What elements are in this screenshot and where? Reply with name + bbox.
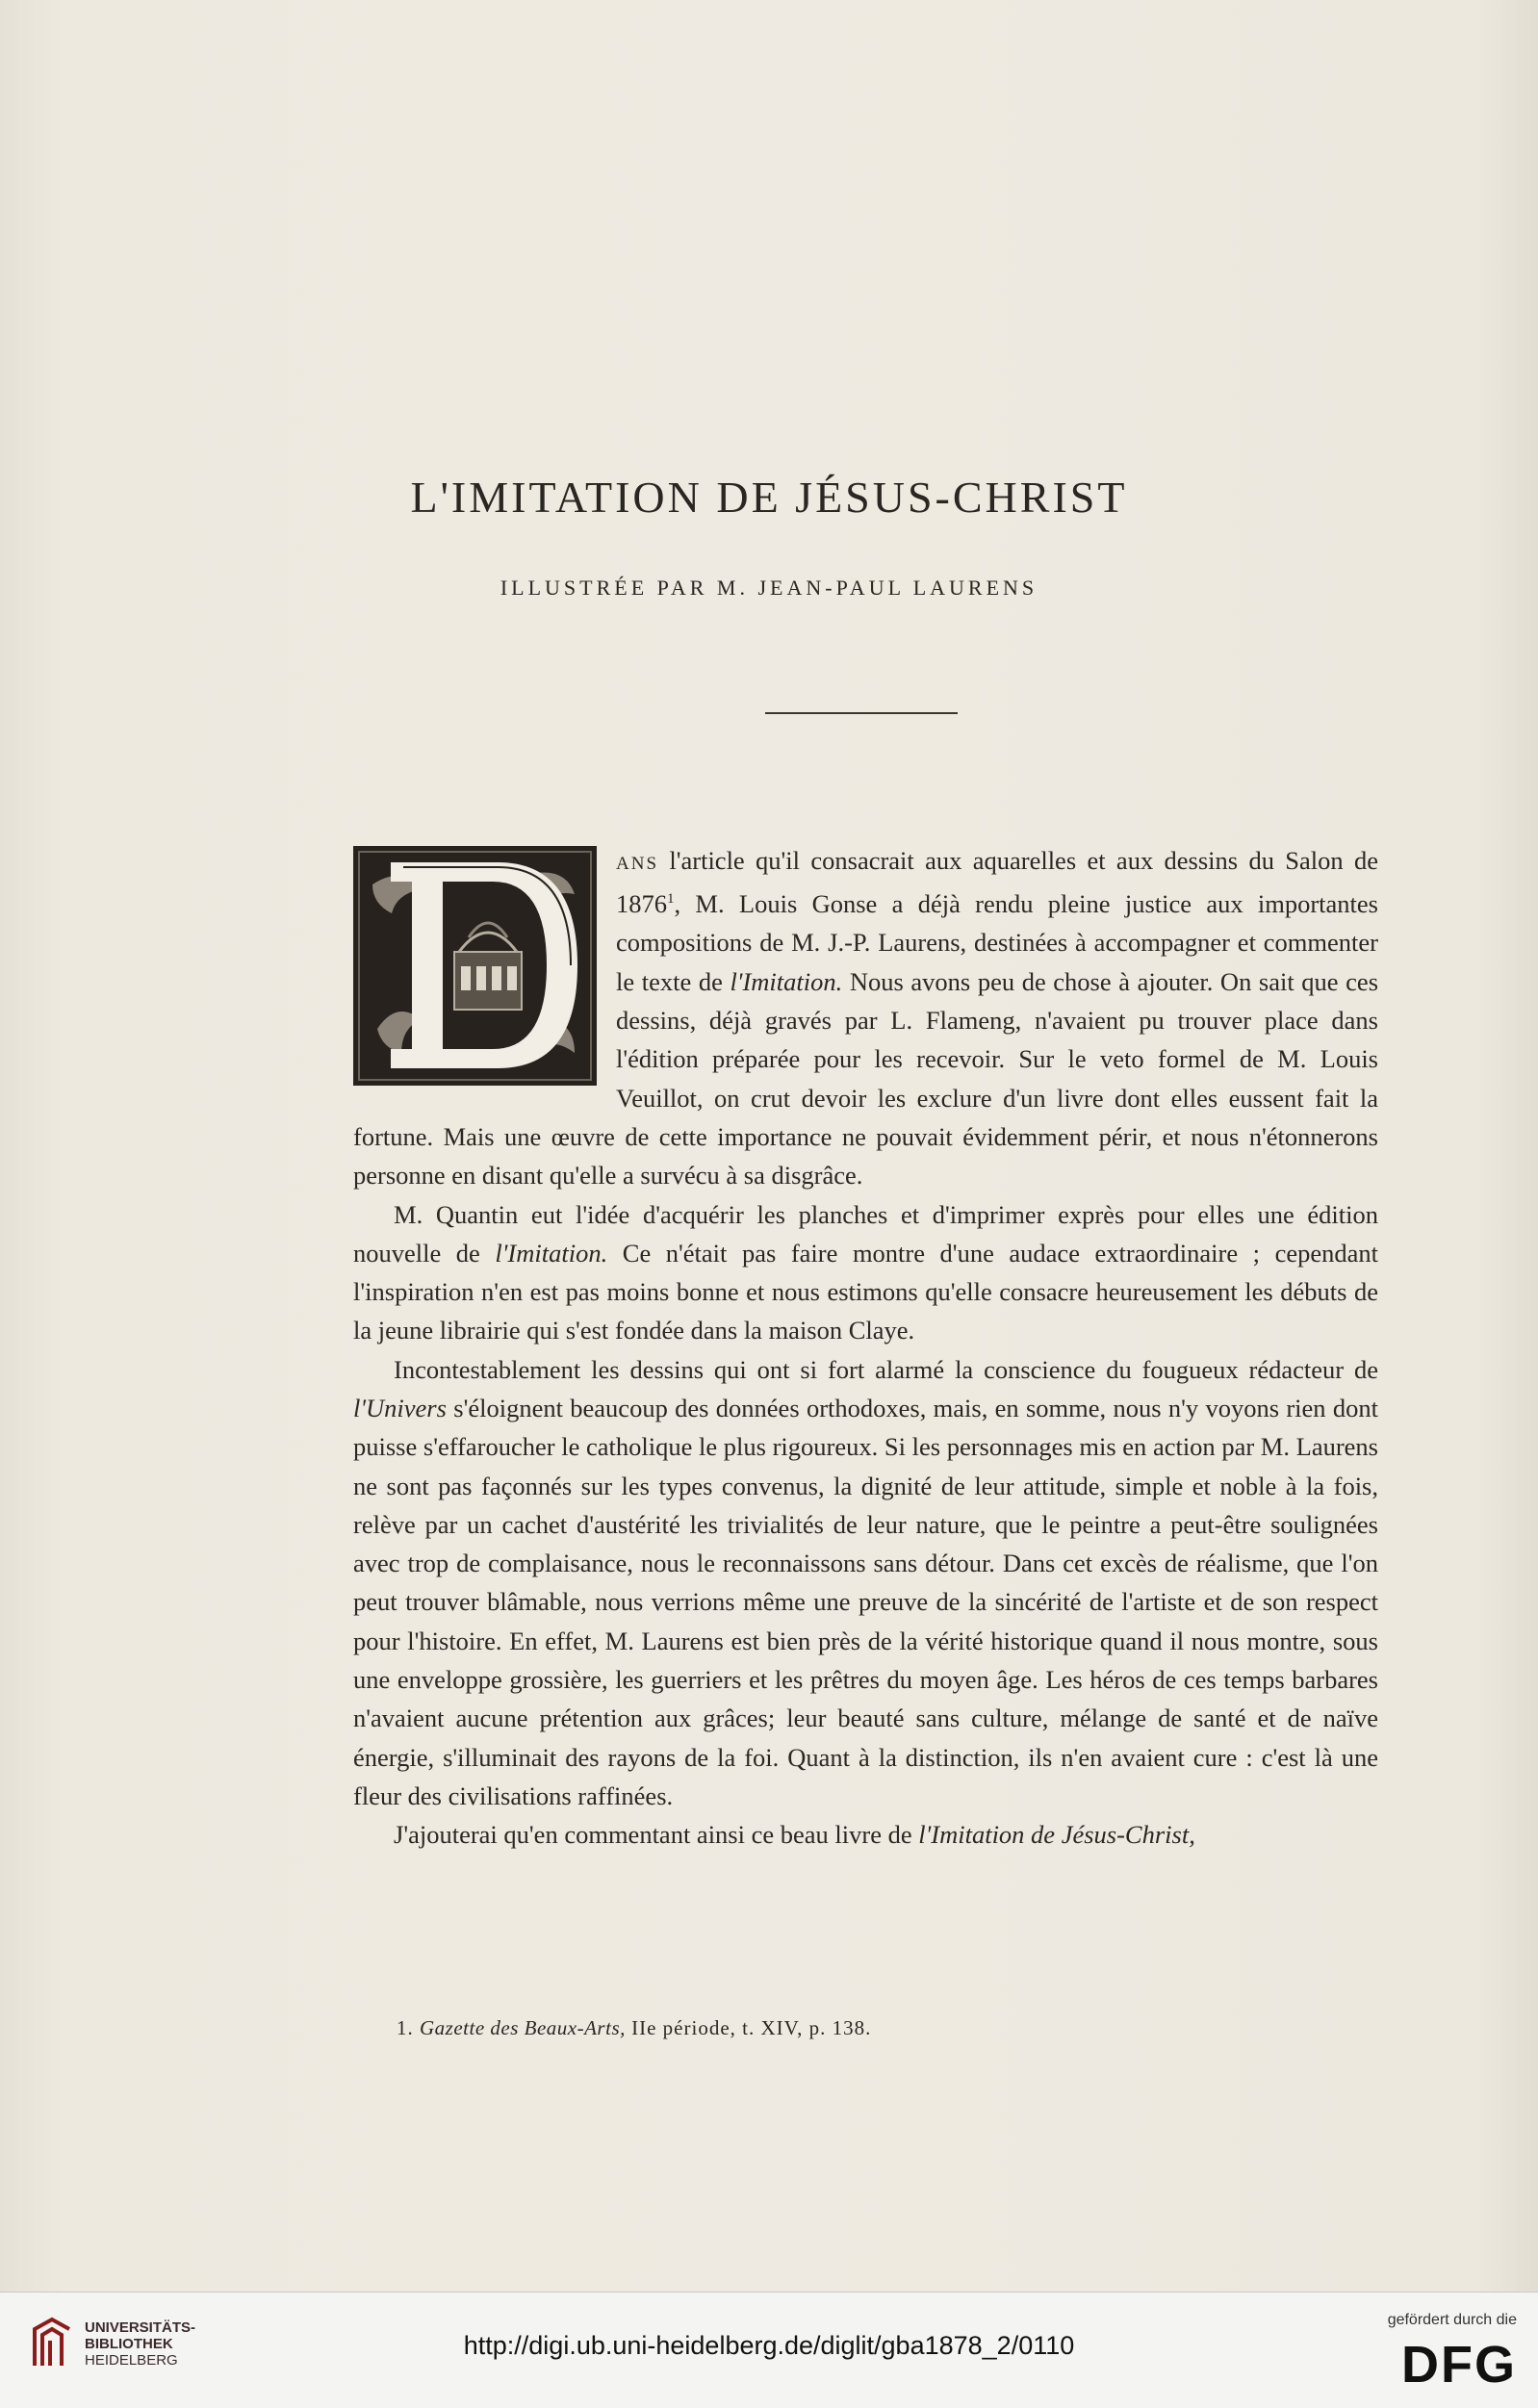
footnote: 1. Gazette des Beaux-Arts, IIe période, t. XIV, p. 138.: [397, 2016, 872, 2039]
paragraph-3: Incontestablement les dessins qui ont si fort alarmé la conscience du fougueux rédacteur de l'Univers s'éloignent beaucoup des données orthodoxes, mais, en somme, nous n'y voyons rien dont puisse s'effaroucher le catholique le plus rigoureux. Si les personnages mis en action par M. Laurens ne sont pas façonnés sur les types convenus, la dignité de leur attitude, simple et noble à la fois, relève par un cachet d'austérité les trivialités de leur nature, que le peintre a peut-être soulignées avec trop de complaisance, nous le reconnaissons sans détour. Dans cet excès de réalisme, que l'on peut trouver blâmable, nous verrions même une preuve de la sincérité de l'artiste et de son respect pour l'histoire. En effet, M. Laurens est bien près de la vérité historique quand il nous montre, sous une enveloppe grossière, les guerriers et les prêtres du moyen âge. Les héros de ces temps barbares n'avaient aucune prétention aux grâces; leur beauté sans culture, mélange de santé et de naïve énergie, s'illuminait des rayons de la foi. Quant à la distinction, ils n'en avaient cure : c'est là une fleur des civilisations raffinées.: [353, 1354, 1378, 1810]
paragraph-2: M. Quantin eut l'idée d'acquérir les planches et d'imprimer exprès pour elles une édition nouvelle de l'Imitation. Ce n'était pas faire montre d'une audace extraordinaire ; cependant l'inspiration n'en est pas moins bonne et nous estimons qu'elle consacre heureusement les débuts de la jeune librairie qui s'est fondée dans la maison Claye.: [353, 1199, 1379, 1345]
title-separator-rule: [765, 712, 958, 714]
dropcap-spacer: [353, 841, 616, 1084]
footnote-reference: 1: [667, 891, 675, 908]
permalink-url[interactable]: http://digi.ub.uni-heidelberg.de/diglit/gba1878_2/0110: [463, 2331, 1075, 2360]
article-title: L'IMITATION DE JÉSUS-CHRIST: [410, 473, 1128, 522]
library-name[interactable]: UNIVERSITÄTS- BIBLIOTHEK HEIDELBERG: [85, 2319, 196, 2369]
digitization-footer: [0, 2292, 1538, 2408]
funding-caption: gefördert durch die: [1387, 2312, 1517, 2328]
dfg-logo[interactable]: DFG: [1401, 2336, 1517, 2394]
article-body: [353, 841, 1378, 1855]
opening-small-caps: ans: [616, 846, 659, 875]
paragraph-4: J'ajouterai qu'en commentant ainsi ce beau livre de l'Imitation de Jésus-Christ,: [394, 1820, 1195, 1850]
paragraph-1: ans l'article qu'il consacrait aux aquarelles et aux dessins du Salon de 1876$^1$, M. Louis Gonse a déjà rendu pleine justice aux importantes compositions de M. J.-P. Laurens, destinées à accompagner et commenter le texte de l'Imitation. Nous avons peu de chose à ajouter. On sait que ces dessins, déjà gravés par L. Flameng, n'avaient pu trouver place dans l'édition préparée pour les recevoir. Sur le veto formel de M. Louis Veuillot, on crut devoir les exclure d'un livre dont elles eussent fait la fortune. Mais une œuvre de cette importance ne pouvait évidemment périr, et nous n'étonnerons personne en disant qu'elle a survécu à sa disgrâce.: [353, 846, 1379, 1191]
article-subtitle: ILLUSTRÉE PAR M. JEAN-PAUL LAURENS: [500, 576, 1038, 600]
